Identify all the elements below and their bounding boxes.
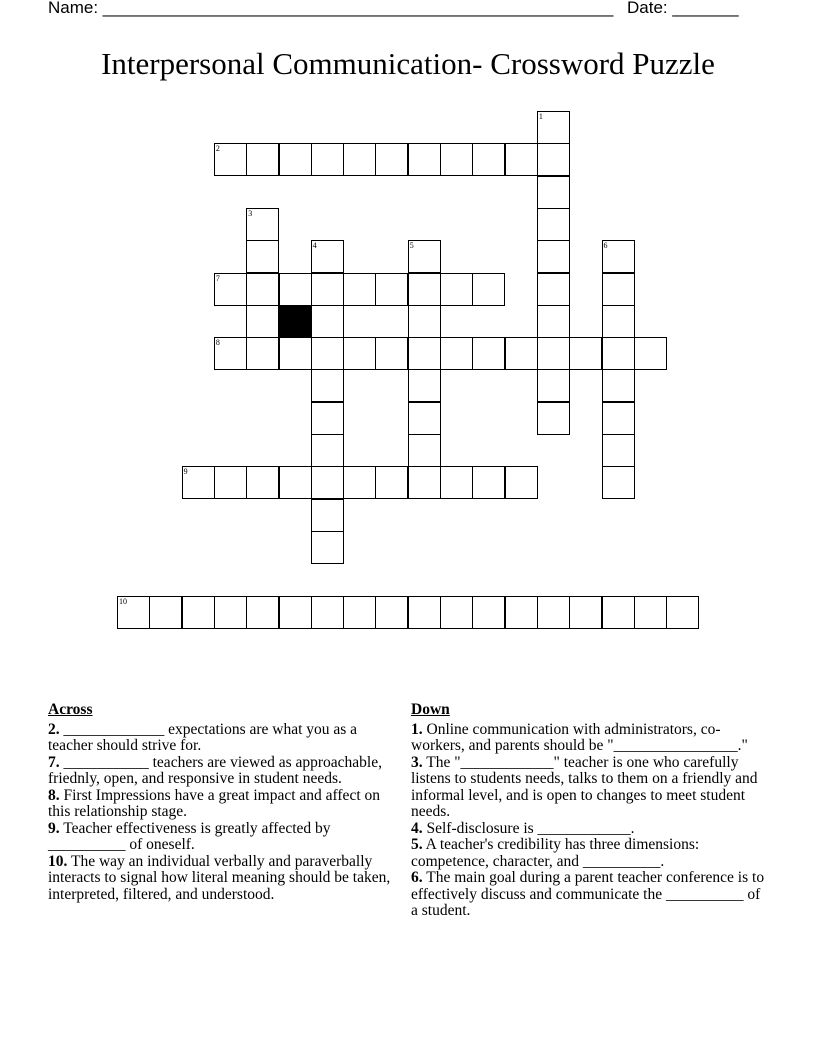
clue-number: 8.: [48, 786, 60, 804]
clue-text: Teacher effectiveness is greatly affected by __________ of oneself.: [48, 819, 331, 853]
clue-number: 2.: [48, 720, 60, 738]
clue-number: 1.: [411, 720, 423, 738]
clue-number-label: 3: [248, 208, 253, 218]
crossword-cell[interactable]: [408, 240, 441, 273]
crossword-cell[interactable]: [408, 369, 441, 402]
down-clue-4: [411, 821, 767, 838]
across-clues: [48, 702, 400, 903]
crossword-cell[interactable]: [279, 466, 312, 499]
crossword-cell[interactable]: [279, 337, 312, 370]
crossword-cell[interactable]: [311, 531, 344, 564]
crossword-cell[interactable]: [311, 273, 344, 306]
crossword-cell[interactable]: [214, 337, 247, 370]
crossword-cell[interactable]: [311, 240, 344, 273]
crossword-cell[interactable]: [214, 466, 247, 499]
crossword-cell[interactable]: [602, 402, 635, 435]
crossword-cell[interactable]: [408, 466, 441, 499]
crossword-cell[interactable]: [343, 466, 376, 499]
crossword-cell[interactable]: [602, 596, 635, 629]
down-clue-6: [411, 870, 767, 920]
crossword-cell[interactable]: [408, 305, 441, 338]
clue-number-label: 9: [183, 467, 188, 477]
across-clue-7: [48, 755, 400, 788]
clue-number: 10.: [48, 852, 68, 870]
clue-number-label: 5: [409, 241, 414, 251]
crossword-cell[interactable]: [602, 369, 635, 402]
crossword-cell[interactable]: [214, 143, 247, 176]
crossword-cell[interactable]: [408, 434, 441, 467]
crossword-cell[interactable]: [246, 273, 279, 306]
crossword-cell[interactable]: [343, 596, 376, 629]
crossword-cell[interactable]: [537, 208, 570, 241]
crossword-cell[interactable]: [440, 273, 473, 306]
across-heading: Across: [48, 701, 93, 718]
crossword-cell[interactable]: [537, 337, 570, 370]
across-clue-8: [48, 788, 400, 821]
crossword-cell[interactable]: [182, 596, 215, 629]
clue-number-label: 7: [215, 273, 220, 283]
crossword-cell[interactable]: [246, 466, 279, 499]
crossword-cell[interactable]: [472, 273, 505, 306]
clue-text: The main goal during a parent teacher conference is to effectively discuss and communicate the __________ of a student.: [411, 869, 765, 919]
crossword-cell[interactable]: [505, 143, 538, 176]
crossword-cell[interactable]: [246, 596, 279, 629]
crossword-cell[interactable]: [472, 143, 505, 176]
crossword-cell[interactable]: [505, 466, 538, 499]
clue-number-label: 4: [312, 241, 317, 251]
crossword-cell[interactable]: [408, 402, 441, 435]
clue-number: 5.: [411, 836, 423, 853]
crossword-cell[interactable]: [311, 466, 344, 499]
crossword-cell[interactable]: [214, 273, 247, 306]
across-clue-9: [48, 821, 400, 854]
crossword-cell[interactable]: [343, 337, 376, 370]
crossword-cell[interactable]: [375, 596, 408, 629]
crossword-cell[interactable]: [246, 208, 279, 241]
crossword-cell[interactable]: [440, 143, 473, 176]
clue-text: Self-disclosure is ____________.: [426, 819, 635, 837]
crossword-cell[interactable]: [408, 337, 441, 370]
crossword-cell[interactable]: [311, 143, 344, 176]
crossword-cell[interactable]: [569, 337, 602, 370]
crossword-cell[interactable]: [537, 240, 570, 273]
crossword-cell[interactable]: [537, 305, 570, 338]
crossword-cell[interactable]: [311, 434, 344, 467]
clue-number-label: 2: [215, 144, 220, 154]
crossword-cell[interactable]: [311, 499, 344, 532]
clue-number: 4.: [411, 819, 423, 837]
down-clues: [411, 702, 767, 920]
clue-text: Online communication with administrators, co-workers, and parents should be "________________.": [411, 720, 748, 754]
crossword-cell[interactable]: [537, 596, 570, 629]
clue-number: 3.: [411, 753, 423, 771]
crossword-cell[interactable]: [311, 369, 344, 402]
crossword-cell[interactable]: [246, 143, 279, 176]
crossword-cell[interactable]: [472, 466, 505, 499]
crossword-cell[interactable]: [602, 240, 635, 273]
clue-text: First Impressions have a great impact and affect on this relationship stage.: [48, 786, 381, 820]
name-field-label: Name: ______________________________________________________: [48, 0, 614, 17]
crossword-cell[interactable]: [117, 596, 150, 629]
crossword-cell[interactable]: [537, 369, 570, 402]
crossword-cell[interactable]: [569, 596, 602, 629]
down-clue-1: [411, 722, 767, 755]
crossword-cell[interactable]: [537, 273, 570, 306]
crossword-cell[interactable]: [537, 111, 570, 144]
crossword-cell[interactable]: [408, 596, 441, 629]
crossword-cell[interactable]: [375, 143, 408, 176]
crossword-cell[interactable]: [602, 273, 635, 306]
down-clue-5: [411, 837, 767, 870]
crossword-cell[interactable]: [279, 143, 312, 176]
crossword-cell[interactable]: [666, 596, 699, 629]
down-heading: Down: [411, 701, 450, 718]
crossword-cell[interactable]: [472, 337, 505, 370]
crossword-cell[interactable]: [634, 337, 667, 370]
clue-number-label: 8: [215, 338, 220, 348]
crossword-black-cell: [279, 305, 312, 338]
clue-number: 9.: [48, 819, 60, 837]
crossword-cell[interactable]: [408, 273, 441, 306]
crossword-cell[interactable]: [279, 273, 312, 306]
crossword-cell[interactable]: [408, 143, 441, 176]
crossword-cell[interactable]: [440, 337, 473, 370]
clue-text: _____________ expectations are what you as a teacher should strive for.: [48, 720, 358, 754]
clue-text: The way an individual verbally and paraverbally interacts to signal how literal meaning should be taken, interpreted, filtered, and understood.: [48, 852, 391, 903]
crossword-cell[interactable]: [343, 273, 376, 306]
crossword-cell[interactable]: [440, 596, 473, 629]
crossword-cell[interactable]: [182, 466, 215, 499]
crossword-cell[interactable]: [149, 596, 182, 629]
crossword-cell[interactable]: [343, 143, 376, 176]
crossword-cell[interactable]: [537, 402, 570, 435]
clue-text: A teacher's credibility has three dimensions: competence, character, and __________.: [411, 836, 700, 870]
clue-number: 6.: [411, 869, 423, 886]
crossword-cell[interactable]: [311, 305, 344, 338]
down-clue-3: [411, 755, 767, 821]
crossword-cell[interactable]: [602, 337, 635, 370]
crossword-cell[interactable]: [279, 596, 312, 629]
crossword-cell[interactable]: [634, 596, 667, 629]
across-clue-10: [48, 854, 400, 904]
crossword-cell[interactable]: [311, 337, 344, 370]
crossword-cell[interactable]: [311, 596, 344, 629]
crossword-cell[interactable]: [602, 466, 635, 499]
crossword-cell[interactable]: [440, 466, 473, 499]
crossword-cell[interactable]: [246, 305, 279, 338]
crossword-cell[interactable]: [602, 305, 635, 338]
crossword-cell[interactable]: [246, 240, 279, 273]
date-field-label: Date: _______: [627, 0, 739, 17]
clue-number-label: 10: [119, 596, 127, 606]
clue-text: ___________ teachers are viewed as approachable, friednly, open, and responsive in student needs.: [48, 753, 382, 787]
crossword-cell[interactable]: [472, 596, 505, 629]
crossword-cell[interactable]: [602, 434, 635, 467]
crossword-cell[interactable]: [375, 273, 408, 306]
crossword-cell[interactable]: [505, 337, 538, 370]
clue-number-label: 6: [603, 241, 608, 251]
crossword-cell[interactable]: [505, 596, 538, 629]
clue-text: The "____________" teacher is one who carefully listens to students needs, talks to them on a friendly and informal level, and is open to changes to meet student needs.: [411, 753, 758, 820]
crossword-cell[interactable]: [537, 176, 570, 209]
clue-number-label: 1: [538, 112, 543, 121]
crossword-cell[interactable]: [311, 402, 344, 435]
clue-number: 7.: [48, 753, 60, 771]
page-title: Interpersonal Communication- Crossword Puzzle: [101, 46, 715, 81]
crossword-cell[interactable]: [375, 337, 408, 370]
crossword-cell[interactable]: [214, 596, 247, 629]
crossword-cell[interactable]: [375, 466, 408, 499]
across-clue-2: [48, 722, 400, 755]
crossword-cell[interactable]: [246, 337, 279, 370]
crossword-cell[interactable]: [537, 143, 570, 176]
